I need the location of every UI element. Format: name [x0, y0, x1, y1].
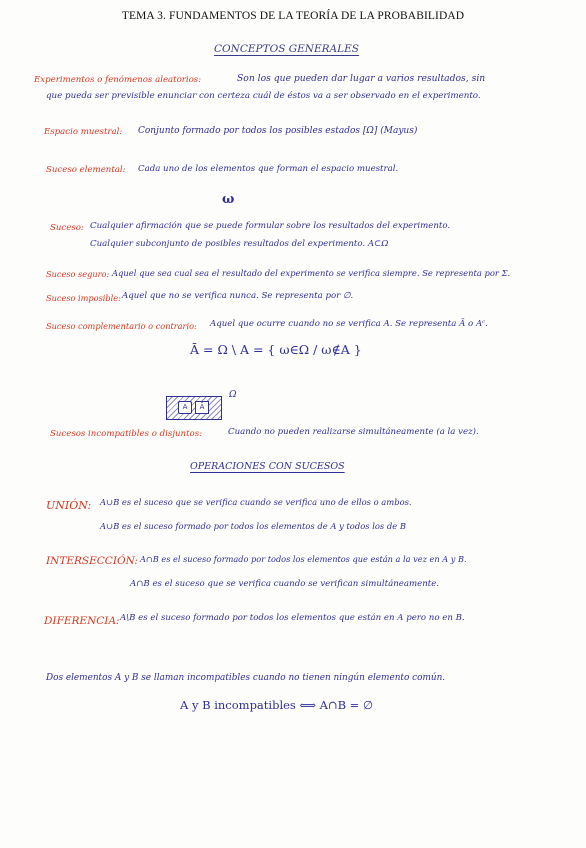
omega-small-symbol: ω — [222, 192, 235, 207]
def-suceso-1: Cualquier afirmación que se puede formular sobre los resultados del experimento. — [90, 221, 451, 231]
formula-complementario: Ā = Ω \ A = { ω∈Ω / ω∉A } — [190, 342, 362, 357]
diagram-set-a: A — [178, 401, 192, 414]
term-experimentos: Experimentos o fenómenos aleatorios: — [34, 75, 202, 85]
def-interseccion-1: A∩B es el suceso formado por todos los elementos que están a la vez en A y B. — [140, 554, 467, 564]
text-elementos-incompatibles: Dos elementos A y B se llaman incompatibles cuando no tienen ningún elemento común. — [46, 673, 446, 683]
term-sucesos-incompatibles: Sucesos incompatibles o disjuntos: — [50, 429, 203, 439]
def-interseccion-2: A∩B es el suceso que se verifica cuando se verifican simultáneamente. — [130, 579, 440, 589]
def-sucesos-incompatibles: Cuando no pueden realizarse simultáneamente (a la vez). — [228, 427, 479, 437]
def-diferencia: A\B es el suceso formado por todos los elementos que están en A pero no en B. — [120, 613, 465, 623]
def-experimentos-1: Son los que pueden dar lugar a varios resultados, sin — [237, 73, 486, 84]
formula-incompatibles: A y B incompatibles ⟺ A∩B = ∅ — [180, 698, 373, 712]
def-suceso-seguro: Aquel que sea cual sea el resultado del experimento se verifica siempre. Se representa por Σ. — [112, 268, 511, 278]
def-suceso-complementario: Aquel que ocurre cuando no se verifica A. Se representa Ā o Aᶜ. — [210, 319, 488, 329]
term-suceso-elemental: Suceso elemental: — [46, 165, 126, 175]
def-espacio-muestral: Conjunto formado por todos los posibles estados [Ω] (Mayus) — [138, 126, 418, 136]
complement-diagram — [166, 396, 222, 420]
def-experimentos-2: que pueda ser previsible enunciar con certeza cuál de éstos va a ser observado en el experimento. — [46, 91, 481, 101]
term-suceso: Suceso: — [50, 223, 84, 233]
section-title-conceptos: CONCEPTOS GENERALES — [214, 43, 359, 55]
def-suceso-2: Cualquier subconjunto de posibles resultados del experimento. A⊂Ω — [90, 239, 389, 249]
diagram-set-abar: Ā — [195, 401, 209, 414]
term-union: UNIÓN: — [46, 499, 92, 512]
def-union-1: A∪B es el suceso que se verifica cuando se verifica uno de ellos o ambos. — [100, 497, 412, 507]
def-union-2: A∪B es el suceso formado por todos los elementos de A y todos los de B — [100, 521, 407, 531]
def-suceso-elemental: Cada uno de los elementos que forman el espacio muestral. — [138, 164, 399, 174]
term-interseccion: INTERSECCIÓN: — [46, 555, 138, 567]
term-suceso-complementario: Suceso complementario o contrario: — [46, 321, 197, 331]
diagram-omega-label: Ω — [229, 390, 237, 400]
section-title-operaciones: OPERACIONES CON SUCESOS — [190, 461, 345, 472]
term-suceso-seguro: Suceso seguro: — [46, 269, 110, 279]
term-suceso-imposible: Suceso imposible: — [46, 293, 121, 303]
term-diferencia: DIFERENCIA: — [44, 615, 120, 627]
term-espacio-muestral: Espacio muestral: — [44, 127, 123, 137]
def-suceso-imposible: Aquel que no se verifica nunca. Se representa por ∅. — [122, 291, 354, 301]
document-title: TEMA 3. FUNDAMENTOS DE LA TEORÍA DE LA PROBABILIDAD — [121, 10, 465, 22]
